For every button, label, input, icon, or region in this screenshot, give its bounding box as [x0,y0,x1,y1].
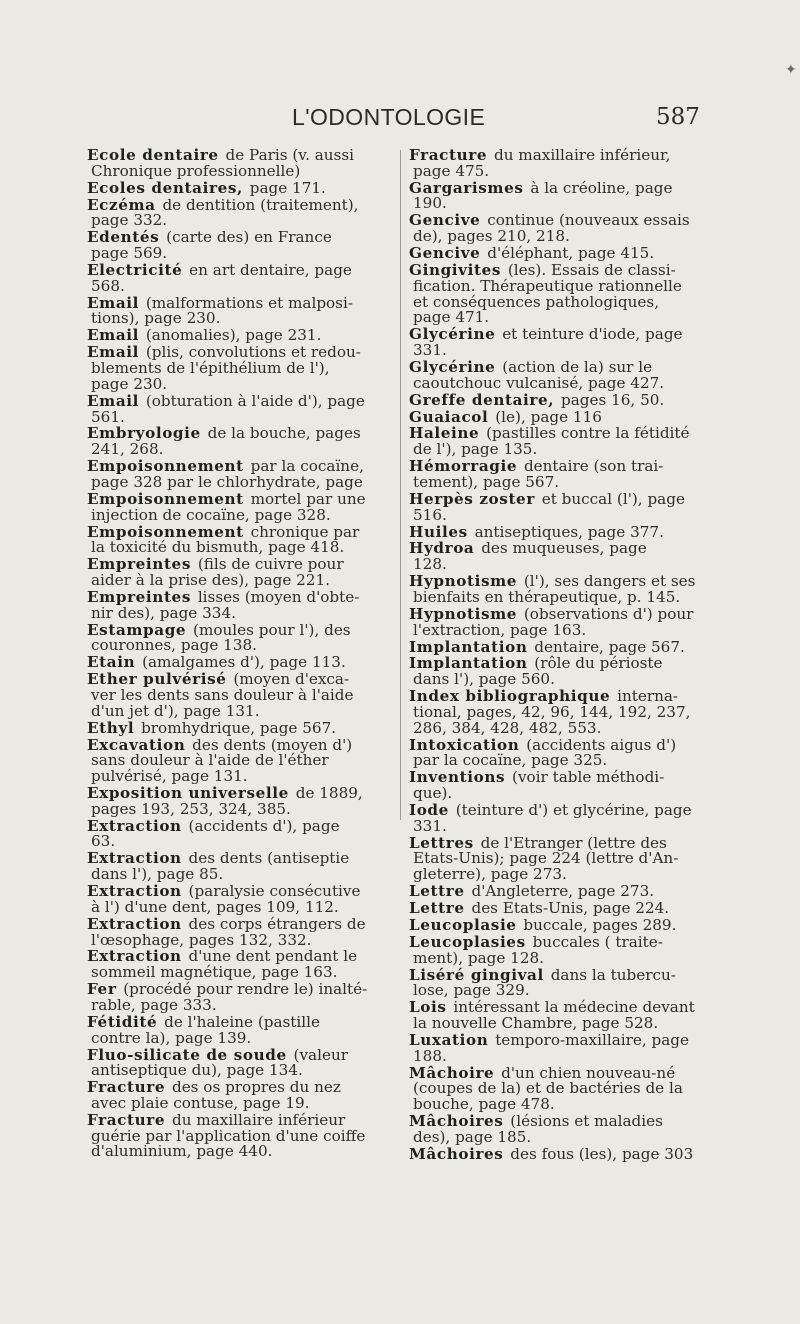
entry-text-line: 331. [413,340,447,359]
column-divider [400,150,401,820]
entry-text-line: à la créoline, page [530,178,673,197]
entry-heading: Fracture [87,1110,166,1129]
index-entry [87,982,395,1014]
index-entry [409,489,729,524]
page-number: 587 [656,104,700,130]
index-entry [87,148,395,180]
entry-text-line: (pastilles contre la fétidité [486,424,690,443]
entry-heading: Empreintes [87,555,191,574]
index-entry [409,263,729,326]
entry-text-line: (action de la) sur le [502,357,653,376]
entry-heading: Embryologie [87,424,201,443]
index-entry [87,426,395,458]
entry-text-line: d'aluminium, page 440. [91,1142,273,1161]
entry-heading: Excavation [87,735,186,754]
index-entry [87,620,395,655]
entry-heading: Extraction [87,914,182,933]
entry-text-line: lose, page 329. [413,981,530,1000]
entry-text-line: de l'Etranger (lettre des [480,833,667,852]
entry-heading: Edentés [87,228,160,247]
entry-text-line: gleterre), page 273. [413,865,567,884]
entry-heading: Implantation [409,637,528,656]
entry-text-line: tions), page 230. [91,309,221,328]
index-entry [87,949,395,981]
index-entry [87,178,395,197]
entry-text-line: page 471. [413,308,490,327]
entry-text-line: contre la), page 139. [91,1028,252,1047]
entry-heading: Hypnotisme [409,572,518,591]
entry-text-line: l'œsophage, pages 132, 332. [91,930,312,949]
index-entry [87,1110,395,1161]
index-column-left [87,148,395,1161]
entry-text-line: des muqueuses, page [481,539,647,558]
entry-text-line: des corps étrangers de [188,914,366,933]
entry-text-line: d'une dent pendant le [188,947,358,966]
entry-text-line: Etats-Unis); page 224 (lettre d'An- [413,849,679,868]
index-entry [409,1114,729,1146]
entry-text-line: buccales ( traite- [532,932,663,951]
entry-text-line: (valeur [293,1045,348,1064]
entry-text-line: sommeil magnétique, page 163. [91,963,338,982]
entry-text-line: 190. [413,194,447,213]
entry-text-line: tional, pages, 42, 96, 144, 192, 237, [413,702,691,721]
entry-text-line: (amalgames d'), page 113. [142,653,346,672]
entry-heading: Ethyl [87,718,135,737]
entry-heading: Gargarismes [409,178,524,197]
entry-text-line: dentaire, page 567. [534,637,685,656]
entry-text-line: (procédé pour rendre le) inalté- [123,980,368,999]
index-entry [87,345,395,392]
entry-heading: Intoxication [409,735,520,754]
entry-text-line: (carte des) en France [166,228,332,247]
entry-text-line: lisses (moyen d'obte- [197,587,360,606]
entry-text-line: 331. [413,816,447,835]
entry-text-line: interna- [617,687,679,706]
entry-heading: Fétidité [87,1012,158,1031]
index-entry [409,800,729,835]
entry-heading: Glycérine [409,357,496,376]
index-entry [409,178,729,213]
entry-text-line: (teinture d') et glycérine, page [455,800,692,819]
index-entry [409,833,729,884]
index-entry [87,1080,395,1112]
entry-text-line: 516. [413,505,447,524]
entry-text-line: l'extraction, page 163. [413,620,587,639]
entry-text-line: caoutchouc vulcanisé, page 427. [413,373,665,392]
entry-text-line: d'un jet d'), page 131. [91,701,260,720]
index-entry [409,932,729,967]
entry-text-line: (lésions et maladies [510,1112,663,1131]
entry-text-line: (voir table méthodi- [512,768,665,787]
index-entry [409,901,729,917]
index-entry [87,328,395,344]
entry-text-line: (anomalies), page 231. [145,326,322,345]
entry-text-line: bromhydrique, page 567. [141,718,337,737]
entry-text-line: 63. [91,832,116,851]
entry-heading: Iode [409,800,449,819]
entry-text-line: (rôle du périoste [534,654,663,673]
index-entry [409,541,729,573]
index-entry [409,656,729,688]
index-entry [87,786,395,818]
index-entry [87,459,395,491]
entry-text-line: (moules pour l'), des [193,620,351,639]
entry-text-line: 241, 268. [91,440,164,459]
entry-heading: Haleine [409,424,480,443]
entry-text-line: des dents (antiseptie [188,849,350,868]
running-title: L'ODONTOLOGIE [292,104,486,130]
entry-text-line: intéressant la médecine devant [453,998,695,1017]
index-entry [409,459,729,491]
entry-heading: Mâchoires [409,1144,504,1163]
entry-text-line: ver les dents sans douleur à l'aide [91,685,354,704]
entry-text-line: du maxillaire inférieur, [493,146,671,164]
entry-heading: Email [87,293,140,312]
entry-text-line: d'éléphant, page 415. [487,244,655,263]
entry-text-line: blements de l'épithélium de l'), [91,359,330,378]
entry-heading: Ecole dentaire [87,146,219,164]
entry-text-line: ment), page 128. [413,948,544,967]
entry-text-line: la toxicité du bismuth, page 418. [91,538,345,557]
entry-text-line: (coupes de la) et de bactéries de la [413,1079,683,1098]
entry-heading: Implantation [409,654,528,673]
entry-heading: Fracture [409,146,488,164]
entry-text-line: avec plaie contuse, page 19. [91,1093,310,1112]
paper-speck: ✦ [785,62,797,78]
entry-heading: Ether pulvérisé [87,670,227,689]
index-entry [409,327,729,359]
index-entry [409,1000,729,1032]
index-entry [409,965,729,1000]
entry-text-line: antiseptiques, page 377. [474,522,664,541]
entry-text-line: fication. Thérapeutique rationnelle [413,276,682,295]
index-entry [409,574,729,606]
entry-text-line: page 569. [91,244,168,263]
entry-text-line: (fils de cuivre pour [197,555,344,574]
index-entry [87,263,395,295]
entry-text-line: pages 16, 50. [560,390,665,409]
entry-heading: Empoisonnement [87,522,244,541]
entry-text-line: aider à la prise des), page 221. [91,570,330,589]
entry-heading: Luxation [409,1030,489,1049]
index-entry [409,604,729,639]
index-entry [409,689,729,736]
entry-heading: Empreintes [87,587,191,606]
entry-text-line: dans la tubercu- [550,965,676,984]
entry-text-line: (l'), ses dangers et ses [523,572,696,591]
entry-text-line: dentaire (son trai- [523,457,664,476]
index-entry [409,1063,729,1114]
index-entry [87,1012,395,1047]
entry-text-line: Chronique professionnelle) [91,161,301,180]
entry-text-line: en art dentaire, page [189,261,352,279]
entry-heading: Extraction [87,882,182,901]
entry-heading: Mâchoire [409,1063,495,1082]
entry-heading: Inventions [409,768,506,787]
entry-text-line: nir des), page 334. [91,603,236,622]
index-entry [409,213,729,245]
entry-text-line: page 230. [91,374,168,393]
entry-heading: Lettres [409,833,474,852]
entry-text-line: que). [413,784,453,802]
index-entry [87,230,395,262]
entry-heading: Huiles [409,522,468,541]
entry-text-line: la nouvelle Chambre, page 528. [413,1014,659,1032]
entry-heading: Ecoles dentaires, [87,178,243,197]
entry-text-line: de 1889, [295,784,363,802]
entry-text-line: et teinture d'iode, page [502,325,683,344]
index-entry [87,735,395,786]
entry-text-line: page 171. [249,178,326,197]
index-entry [409,915,729,934]
entry-text-line: guérie par l'application d'une coiffe [91,1126,366,1145]
entry-text-line: de l'), page 135. [413,440,538,459]
entry-heading: Extraction [87,947,182,966]
entry-text-line: injection de cocaïne, page 328. [91,505,331,524]
index-entry [409,1144,729,1163]
entry-text-line: de), pages 210, 218. [413,227,570,246]
index-entry [87,489,395,524]
entry-heading: Extraction [87,849,182,868]
entry-heading: Gencive [409,244,481,263]
index-column-right [409,148,729,1164]
index-entry [87,293,395,328]
entry-text-line: sans douleur à l'aide de l'éther [91,751,329,770]
entry-text-line: temporo-maxillaire, page [495,1030,689,1049]
entry-text-line: buccale, pages 289. [523,915,677,934]
entry-heading: Leucoplasies [409,932,526,951]
entry-text-line: continue (nouveaux essais [487,211,690,230]
entry-heading: Liséré gingival [409,965,544,984]
entry-text-line: des fous (les), page 303 [510,1144,694,1163]
entry-text-line: page 475. [413,161,490,180]
entry-heading: Exposition universelle [87,784,289,802]
entry-text-line: dans l'), page 560. [413,670,555,689]
index-entry [87,914,395,949]
index-entry [409,246,729,262]
index-entry [409,148,729,180]
entry-heading: Gencive [409,211,481,230]
entry-text-line: de l'haleine (pastille [164,1012,320,1031]
entry-text-line: d'un chien nouveau-né [501,1063,676,1082]
entry-text-line: pulvérisé, page 131. [91,767,248,786]
entry-text-line: 561. [91,407,125,426]
entry-text-line: et conséquences pathologiques, [413,292,660,311]
entry-text-line: bouche, page 478. [413,1095,555,1114]
index-entry [87,391,395,426]
index-entry [87,1045,395,1080]
entry-heading: Electricité [87,261,183,279]
entry-text-line: (malformations et malposi- [145,293,353,312]
entry-text-line: couronnes, page 138. [91,636,257,655]
entry-heading: Estampage [87,620,187,639]
entry-text-line: pages 193, 253, 324, 385. [91,799,291,818]
entry-heading: Fluo-silicate de soude [87,1045,287,1064]
entry-text-line: (plis, convolutions et redou- [145,343,361,362]
index-entry [87,557,395,589]
entry-heading: Hypnotisme [409,604,518,623]
entry-text-line: 568. [91,276,125,295]
index-entry [87,718,395,737]
entry-text-line: (accidents d'), page [188,816,340,835]
entry-text-line: des), page 185. [413,1127,532,1146]
entry-text-line: page 332. [91,211,168,230]
index-entry [87,587,395,622]
index-entry [409,357,729,392]
index-entry [409,390,729,409]
entry-text-line: antiseptique du), page 134. [91,1061,303,1080]
entry-text-line: par la cocaïne, page 325. [413,751,608,770]
entry-text-line: (accidents aigus d') [526,735,677,754]
index-entry [409,770,729,802]
entry-text-line: chronique par [250,522,360,541]
index-entry [87,522,395,557]
entry-text-line: (moyen d'exca- [233,670,350,689]
entry-text-line: (le), page 116 [495,407,602,426]
entry-text-line: dans l'), page 85. [91,865,224,884]
entry-heading: Lois [409,998,447,1017]
entry-text-line: d'Angleterre, page 273. [471,882,655,901]
entry-heading: Eczéma [87,195,156,214]
entry-heading: Fracture [87,1078,166,1097]
entry-heading: Extraction [87,816,182,835]
entry-text-line: du maxillaire inférieur [171,1110,346,1129]
index-entry [87,195,395,230]
entry-text-line: de dentition (traitement), [162,195,359,214]
index-entry [409,637,729,656]
entry-text-line: et buccal (l'), page [541,489,685,508]
entry-heading: Leucoplasie [409,915,517,934]
entry-heading: Lettre [409,899,465,917]
entry-heading: Empoisonnement [87,457,244,476]
index-entry [87,816,395,851]
entry-heading: Greffe dentaire, [409,390,555,409]
entry-text-line: rable, page 333. [91,995,217,1014]
entry-heading: Email [87,326,140,345]
entry-heading: Lettre [409,882,465,901]
entry-text-line: (les). Essais de classi- [507,261,676,279]
entry-heading: Gingivites [409,261,501,279]
entry-heading: Email [87,391,140,410]
entry-text-line: des Etats-Unis, page 224. [471,899,670,917]
index-entry [409,522,729,541]
index-entry [409,884,729,900]
entry-heading: Hydroa [409,539,475,558]
index-entry [87,655,395,671]
entry-text-line: page 328 par le chlorhydrate, page [91,472,363,491]
entry-text-line: 188. [413,1046,447,1065]
entry-text-line: mortel par une [250,489,366,508]
entry-text-line: bienfaits en thérapeutique, p. 145. [413,587,681,606]
index-entry [409,407,729,426]
entry-heading: Guaiacol [409,407,489,426]
entry-text-line: des os propres du nez [171,1078,341,1097]
index-entry [409,735,729,770]
entry-heading: Index bibliographique [409,687,611,706]
entry-heading: Glycérine [409,325,496,344]
entry-heading: Mâchoires [409,1112,504,1131]
index-entry [87,672,395,719]
index-entry [409,1030,729,1065]
entry-text-line: par la cocaïne, [250,457,364,476]
entry-text-line: à l') d'une dent, pages 109, 112. [91,897,339,916]
entry-text-line: de Paris (v. aussi [225,146,355,164]
index-entry [87,851,395,883]
entry-text-line: des dents (moyen d') [192,735,353,754]
entry-text-line: de la bouche, pages [207,424,361,443]
entry-text-line: 286, 384, 428, 482, 553. [413,718,602,737]
entry-heading: Hémorragie [409,457,518,476]
entry-heading: Email [87,343,140,362]
entry-text-line: tement), page 567. [413,472,560,491]
entry-text-line: (paralysie consécutive [188,882,361,901]
entry-heading: Empoisonnement [87,489,244,508]
entry-heading: Herpès zoster [409,489,535,508]
entry-heading: Fer [87,980,117,999]
entry-heading: Etain [87,653,136,672]
index-entry [409,426,729,458]
entry-text-line: 128. [413,555,447,574]
entry-text-line: (obturation à l'aide d'), page [145,391,365,410]
entry-text-line: (observations d') pour [523,604,694,623]
index-entry [87,884,395,916]
